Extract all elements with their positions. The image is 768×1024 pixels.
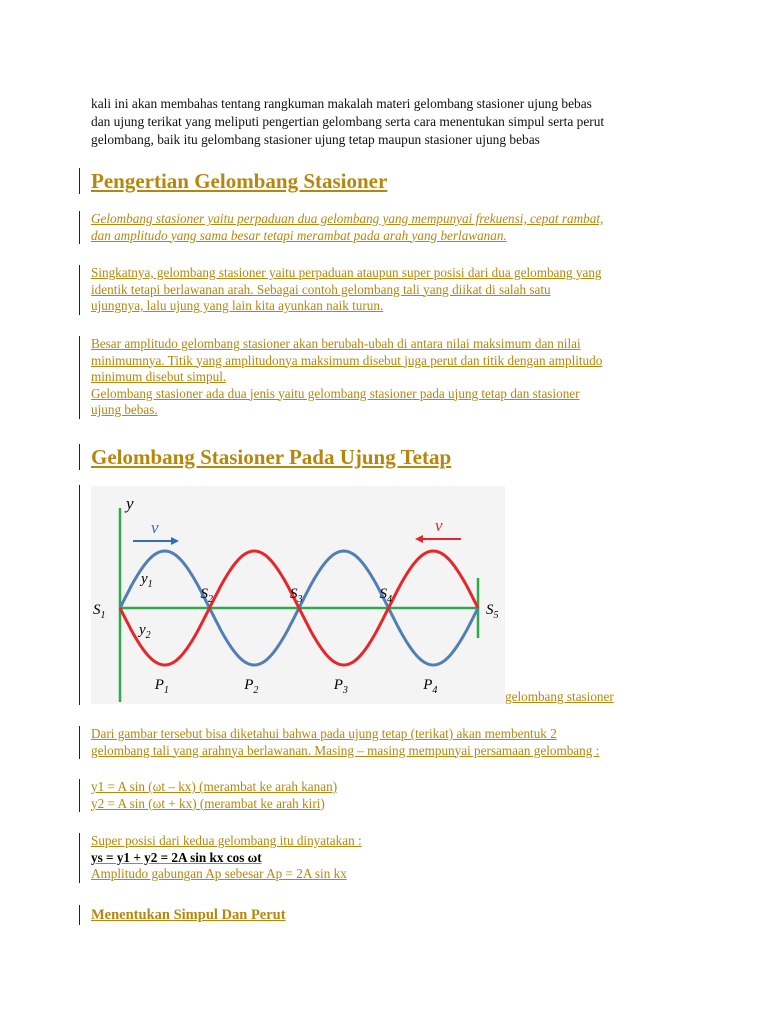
antinode-label-p2: $P_2$ xyxy=(244,677,259,696)
label-y2-sub: 2 xyxy=(145,630,151,641)
heading-simpul-perut[interactable]: Menentukan Simpul Dan Perut xyxy=(79,905,286,925)
node-label-s1: $S_1$ xyxy=(93,602,106,621)
paragraph-line: Gelombang stasioner ada dua jenis yaitu gelombang stasioner pada ujung tetap dan stasioner xyxy=(91,385,580,401)
paragraph-line: Gelombang stasioner yaitu perpaduan dua gelombang yang mempunyai frekuensi, cepat rambat, xyxy=(91,211,604,226)
node-label-s3: $S_3$ xyxy=(290,586,303,605)
paragraph-line: ujung bebas. xyxy=(91,402,158,417)
amplitude-equation: Amplitudo gabungan Ap sebesar Ap = 2A sin kx xyxy=(91,866,347,881)
paragraph-definition[interactable] xyxy=(79,211,691,244)
node-label-s4: $S_4$ xyxy=(379,586,392,605)
intro-paragraph xyxy=(91,95,691,149)
paragraph-line: Dari gambar tersebut bisa diketahui bahwa pada ujung tetap (terikat) akan membentuk 2 xyxy=(91,726,557,741)
paragraph-line: gelombang tali yang arahnya berlawanan. Masing – masing mempunyai persamaan gelombang : xyxy=(91,742,600,758)
label-y1-base: y xyxy=(141,571,148,587)
node-label-s2: $S_2$ xyxy=(200,586,213,605)
intro-line: gelombang, baik itu gelombang stasioner ujung tetap maupun stasioner ujung bebas xyxy=(91,132,540,147)
equation-y1: y1 = A sin (ωt – kx) (merambat ke arah kanan) xyxy=(91,779,338,794)
paragraph-equations[interactable] xyxy=(79,779,691,812)
paragraph-line: identik tetapi berlawanan arah. Sebagai contoh gelombang tali yang diikat di salah satu xyxy=(91,281,551,297)
paragraph-line: Besar amplitudo gelombang stasioner akan berubah-ubah di antara nilai maksimum dan nilai xyxy=(91,336,581,351)
label-y1 xyxy=(139,571,153,590)
intro-line: kali ini akan membahas tentang rangkuman makalah materi gelombang stasioner ujung bebas xyxy=(91,96,592,111)
antinode-label-p3: $P_3$ xyxy=(333,677,348,696)
paragraph-fixed-end[interactable] xyxy=(79,726,691,759)
heading-ujung-tetap[interactable]: Gelombang Stasioner Pada Ujung Tetap xyxy=(79,444,451,470)
antinode-labels xyxy=(154,677,438,696)
paragraph-line: minimum disebut simpul. xyxy=(91,369,227,384)
y-axis-label: y xyxy=(126,494,134,513)
paragraph-summary[interactable] xyxy=(79,265,691,315)
paragraph-line: ujungnya, lalu ujung yang lain kita ayunkan naik turun. xyxy=(91,298,384,313)
equation-y2: y2 = A sin (ωt + kx) (merambat ke arah kiri) xyxy=(91,795,325,811)
paragraph-amplitude[interactable] xyxy=(79,336,691,419)
label-y2-base: y xyxy=(139,622,146,638)
standing-wave-svg xyxy=(91,486,505,704)
antinode-label-p1: $P_1$ xyxy=(154,677,169,696)
heading-pengertian[interactable]: Pengertian Gelombang Stasioner xyxy=(79,168,387,194)
label-y2 xyxy=(137,622,151,641)
paragraph-superposition[interactable] xyxy=(79,833,691,883)
paragraph-line: minimumnya. Titik yang amplitudonya maksimum disebut juga perut dan titik dengan amplitudo xyxy=(91,352,603,368)
antinode-label-p4: $P_4$ xyxy=(423,677,438,696)
intro-line: dan ujung terikat yang meliputi pengertian gelombang serta cara menentukan simpul serta perut xyxy=(91,114,605,129)
label-y1-sub: 1 xyxy=(147,579,153,590)
arrow-left-head xyxy=(415,535,423,543)
node-label-s5: $S_5$ xyxy=(486,602,499,621)
diagram-caption-link[interactable]: gelombang stasioner xyxy=(505,689,614,704)
superposition-equation: ys = y1 + y2 = 2A sin kx cos ωt xyxy=(91,849,262,865)
paragraph-line: dan amplitudo yang sama besar tetapi merambat pada arah yang berlawanan. xyxy=(91,227,507,243)
paragraph-line: Singkatnya, gelombang stasioner yaitu perpaduan ataupun super posisi dari dua gelombang yang xyxy=(91,265,602,280)
superposition-intro: Super posisi dari kedua gelombang itu dinyatakan : xyxy=(91,833,362,848)
diagram-border xyxy=(79,485,80,705)
standing-wave-diagram xyxy=(91,486,505,704)
velocity-label-right: v xyxy=(435,516,443,535)
velocity-label-left: v xyxy=(151,518,159,537)
arrow-right-head xyxy=(171,537,179,545)
